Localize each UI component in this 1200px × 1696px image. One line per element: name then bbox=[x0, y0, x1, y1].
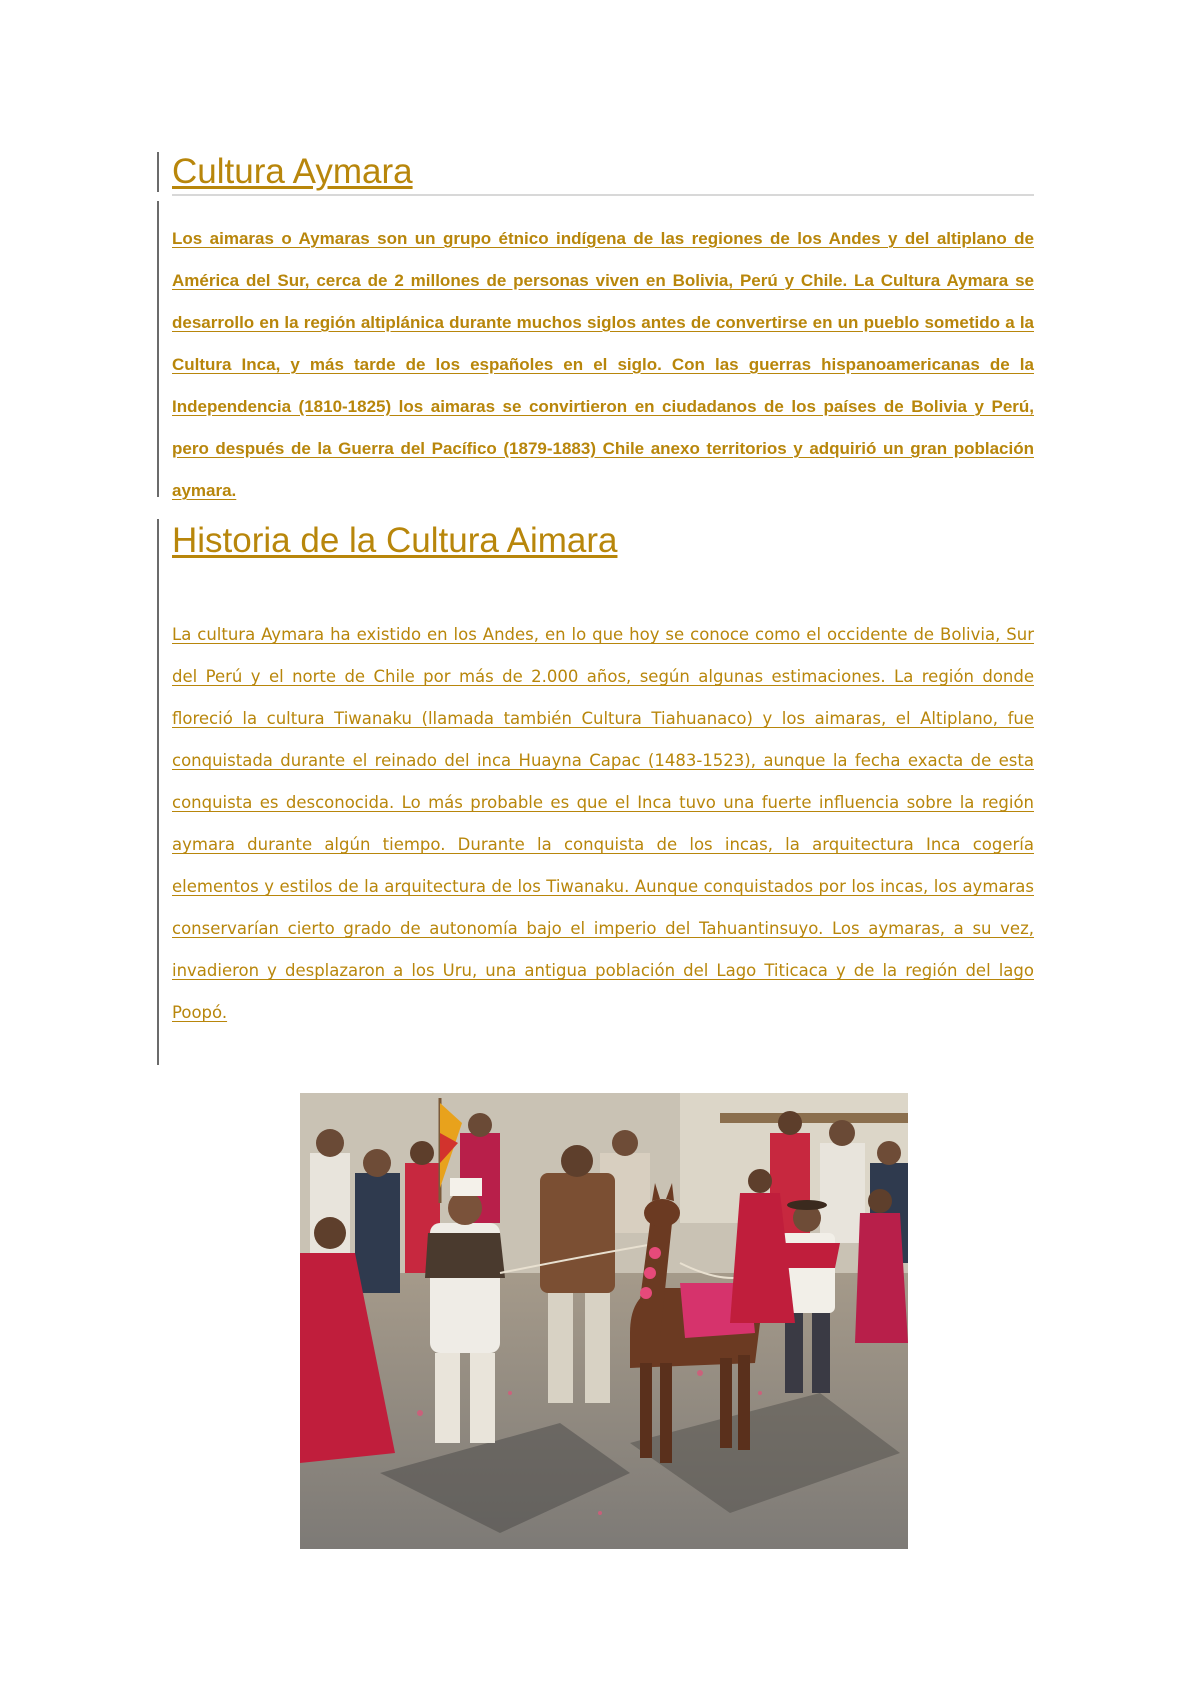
background-roof bbox=[720, 1113, 908, 1123]
historia-paragraph bbox=[172, 614, 1034, 1034]
festival-illustration bbox=[300, 1093, 908, 1549]
section-title-historia bbox=[172, 518, 1034, 564]
cultura-aymara-paragraph-link[interactable]: Los aimaras o Aymaras son un grupo étnico indígena de las regiones de los Andes y del altiplano de América del Sur, cerca de 2 millones de personas viven en Bolivia, Perú y Chile. La Cultura Aymara se desarrollo en la región altiplánica durante muchos siglos antes de convertirse en un pueblo sometido a la Cultura Inca, y más tarde de los españoles en el siglo. Con las guerras hispanoamericanas de la Independencia (1810-1825) los aimaras se convirtieron en ciudadanos de los países de Bolivia y Perú, pero después de la Guerra del Pacífico (1879-1883) Chile anexo territorios y adquirió un gran población aymara. bbox=[172, 229, 1034, 500]
heading-divider bbox=[172, 194, 1034, 196]
cultura-aymara-paragraph bbox=[172, 218, 1034, 512]
left-margin-rule bbox=[157, 201, 159, 497]
cultura-aymara-title-link[interactable]: Cultura Aymara bbox=[172, 152, 413, 191]
aymara-festival-photo bbox=[300, 1093, 908, 1549]
left-margin-rule bbox=[157, 152, 159, 192]
historia-title-link[interactable]: Historia de la Cultura Aimara bbox=[172, 521, 618, 560]
historia-paragraph-link[interactable]: La cultura Aymara ha existido en los Andes, en lo que hoy se conoce como el occidente de Bolivia, Sur del Perú y el norte de Chile por más de 2.000 años, según algunas estimaciones. La región donde floreció la cultura Tiwanaku (llamada también Cultura Tiahuanaco) y los aimaras, el Altiplano, fue conquistada durante el reinado del inca Huayna Capac (1483-1523), aunque la fecha exacta de esta conquista es desconocida. Lo más probable es que el Inca tuvo una fuerte influencia sobre la región aymara durante algún tiempo. Durante la conquista de los incas, la arquitectura Inca cogería elementos y estilos de la arquitectura de los Tiwanaku. Aunque conquistados por los incas, los aymaras conservarían cierto grado de autonomía bajo el imperio del Tahuantinsuyo. Los aymaras, a su vez, invadieron y desplazaron a los Uru, una antigua población del Lago Titicaca y de la región del lago Poopó. bbox=[172, 625, 1034, 1022]
section-title-cultura-aymara bbox=[172, 151, 1034, 193]
left-margin-rule bbox=[157, 519, 159, 1065]
